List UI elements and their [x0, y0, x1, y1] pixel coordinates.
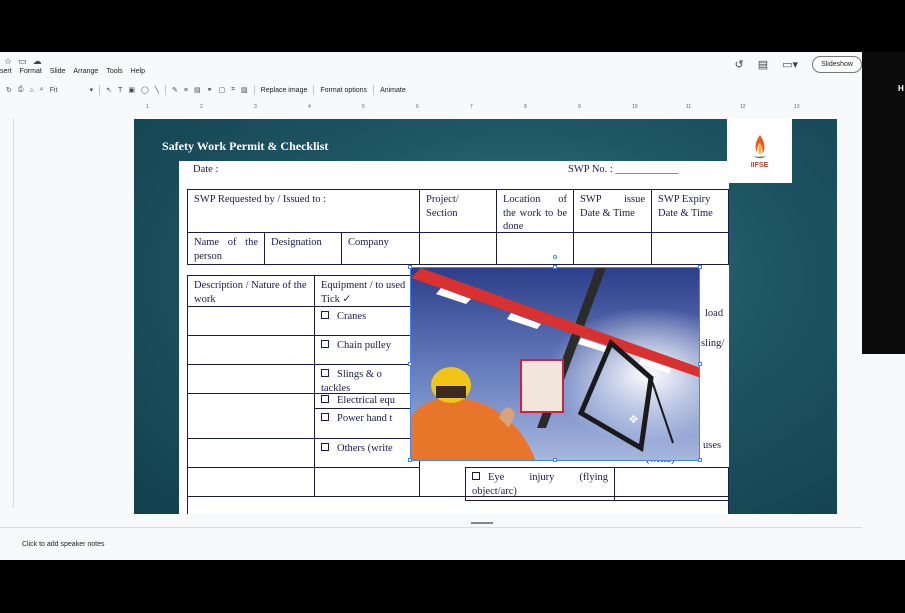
project-section-cell: Project/ Section	[419, 189, 497, 233]
pen-icon[interactable]: ✎	[172, 87, 178, 94]
menu-format[interactable]: Format	[19, 68, 42, 75]
doc-icons	[4, 56, 42, 67]
resize-handle[interactable]	[408, 265, 412, 269]
list-item	[314, 467, 420, 497]
swp-no-label: SWP No. : ____________	[568, 164, 679, 175]
shape-icon[interactable]: ◯	[140, 87, 149, 94]
item-label: Cranes	[337, 311, 367, 322]
menu-tools[interactable]: Tools	[106, 68, 123, 75]
notes-resize-handle[interactable]	[471, 522, 493, 524]
divider	[373, 85, 374, 95]
crop-icon[interactable]: ⌗	[231, 86, 236, 93]
menu-slide[interactable]: Slide	[49, 68, 66, 75]
resize-handle[interactable]	[408, 362, 412, 366]
empty-cell	[496, 232, 574, 265]
iifse-logo[interactable]	[727, 119, 792, 183]
print-icon[interactable]: ⎙	[17, 86, 24, 93]
list-item	[314, 393, 420, 409]
item-label: Slings & o tackles	[321, 369, 382, 394]
horizontal-ruler	[134, 104, 834, 112]
menu-insert[interactable]: sert	[0, 68, 12, 75]
checkbox[interactable]	[321, 311, 329, 319]
rotate-handle[interactable]	[553, 255, 557, 259]
toolbar	[0, 83, 862, 97]
side-panel-letter: H	[898, 84, 904, 93]
divider	[165, 85, 166, 95]
ruler-mark: 9	[578, 104, 581, 110]
resize-handle[interactable]	[553, 265, 557, 269]
ruler-mark: 8	[524, 104, 527, 110]
requested-by-cell: SWP Requested by / Issued to :	[187, 189, 420, 233]
header-actions	[735, 56, 862, 73]
checkbox[interactable]	[321, 369, 329, 377]
resize-handle[interactable]	[408, 458, 412, 462]
right-fragment: uses	[703, 440, 722, 451]
ruler-mark: 11	[686, 104, 692, 110]
video-call-icon[interactable]: ▭▾	[782, 59, 799, 71]
menu-arrange[interactable]: Arrange	[73, 68, 99, 75]
slide-title[interactable]: Safety Work Permit & Checklist	[162, 139, 329, 153]
ruler-mark: 5	[362, 104, 365, 110]
right-fragment: load	[705, 308, 724, 319]
name-person-cell: Name of the person	[187, 232, 265, 265]
worker-photo-image	[411, 268, 700, 461]
vertical-ruler	[8, 118, 14, 508]
menu-help[interactable]: Help	[130, 68, 146, 75]
list-item	[314, 438, 420, 468]
menu-bar	[0, 67, 145, 76]
ruler-mark: 3	[254, 104, 257, 110]
list-item	[314, 335, 420, 365]
image-icon[interactable]: ▣	[128, 87, 135, 94]
checkbox[interactable]	[321, 340, 329, 348]
link-icon[interactable]: ⚭	[206, 87, 213, 94]
table-row	[187, 335, 315, 365]
mask-icon[interactable]: ▨	[241, 87, 248, 94]
location-cell: Location of the work to be done	[496, 189, 574, 233]
empty-cell	[651, 232, 729, 265]
flame-logo-icon	[751, 134, 769, 160]
table-row	[187, 393, 315, 439]
border-weight-icon[interactable]: ≡	[183, 86, 188, 94]
empty-cell	[419, 232, 497, 265]
date-label: Date :	[193, 164, 219, 175]
logo-text: IIFSE	[750, 161, 769, 169]
ruler-mark: 6	[416, 104, 419, 110]
resize-handle[interactable]	[698, 265, 702, 269]
speaker-notes-placeholder[interactable]: Click to add speaker notes	[22, 541, 105, 548]
textbox-icon[interactable]: T	[118, 86, 123, 94]
folder-icon[interactable]: ▭	[18, 56, 27, 66]
line-icon[interactable]: ╲	[154, 87, 159, 94]
ruler-mark: 12	[740, 104, 746, 110]
table-row	[187, 496, 729, 514]
cloud-icon[interactable]: ☁	[32, 56, 42, 66]
equipment-cell: Equipment / to used Tick ✓	[314, 275, 420, 307]
border-dash-icon[interactable]: ▤	[193, 87, 201, 94]
eye-injury-label: Eye injury (flying object/arc)	[472, 472, 608, 497]
checkbox[interactable]	[472, 472, 480, 480]
divider	[313, 85, 314, 95]
item-label: Electrical equ	[337, 395, 396, 406]
swp-issue-cell: SWP issue Date & Time	[573, 189, 652, 233]
divider	[254, 85, 255, 95]
ruler-mark: 1	[146, 104, 149, 110]
select-icon[interactable]: ↖	[106, 87, 113, 94]
item-label: Chain pulley	[337, 340, 391, 351]
ruler-mark: 7	[470, 104, 473, 110]
paint-format-icon[interactable]: ⌂	[29, 86, 34, 94]
ruler-mark: 4	[308, 104, 311, 110]
redo-icon[interactable]: ↻	[6, 87, 12, 94]
empty-cell	[573, 232, 652, 265]
checkbox[interactable]	[321, 395, 329, 403]
swp-expiry-cell: SWP Expiry Date & Time	[651, 189, 729, 233]
star-icon[interactable]: ☆	[4, 56, 13, 66]
resize-handle[interactable]	[698, 458, 702, 462]
chevron-down-icon[interactable]: ▾	[89, 87, 94, 94]
ruler-mark: 10	[632, 104, 638, 110]
resize-handle[interactable]	[553, 458, 557, 462]
checkbox[interactable]	[321, 413, 329, 421]
description-cell: Description / Nature of the work	[187, 275, 315, 307]
list-item	[314, 306, 420, 336]
table-row	[187, 467, 315, 497]
worker-photo[interactable]	[410, 267, 700, 461]
list-item	[314, 408, 420, 439]
item-label: Power hand t	[337, 413, 393, 424]
item-label: Others (write	[337, 443, 393, 454]
zoom-select[interactable]: Fit	[49, 86, 58, 94]
table-row	[187, 364, 315, 394]
format-options-button[interactable]: Format options	[320, 86, 368, 94]
designation-cell: Designation	[264, 232, 342, 265]
checkbox[interactable]	[321, 443, 329, 451]
slides-editor	[0, 52, 905, 560]
table-row	[187, 438, 315, 468]
divider	[99, 85, 100, 95]
company-cell: Company	[341, 232, 420, 265]
add-comment-icon[interactable]: ▢	[218, 87, 226, 94]
history-icon[interactable]: ↺	[734, 59, 744, 71]
ruler-mark: 2	[200, 104, 203, 110]
slideshow-button[interactable]: Slideshow	[812, 56, 862, 73]
animate-button[interactable]: Animate	[380, 86, 406, 94]
zoom-icon[interactable]: ⌕	[39, 86, 44, 93]
ruler-mark: 13	[794, 104, 800, 110]
comment-icon[interactable]: ▤	[757, 59, 769, 71]
move-cursor-icon: ✥	[629, 414, 639, 426]
resize-handle[interactable]	[698, 362, 702, 366]
replace-image-button[interactable]: Replace image	[260, 86, 308, 94]
table-row	[187, 306, 315, 336]
speaker-notes[interactable]	[0, 527, 862, 560]
right-fragment: sling/	[701, 338, 725, 349]
side-panel	[862, 52, 905, 354]
list-item	[314, 364, 420, 394]
